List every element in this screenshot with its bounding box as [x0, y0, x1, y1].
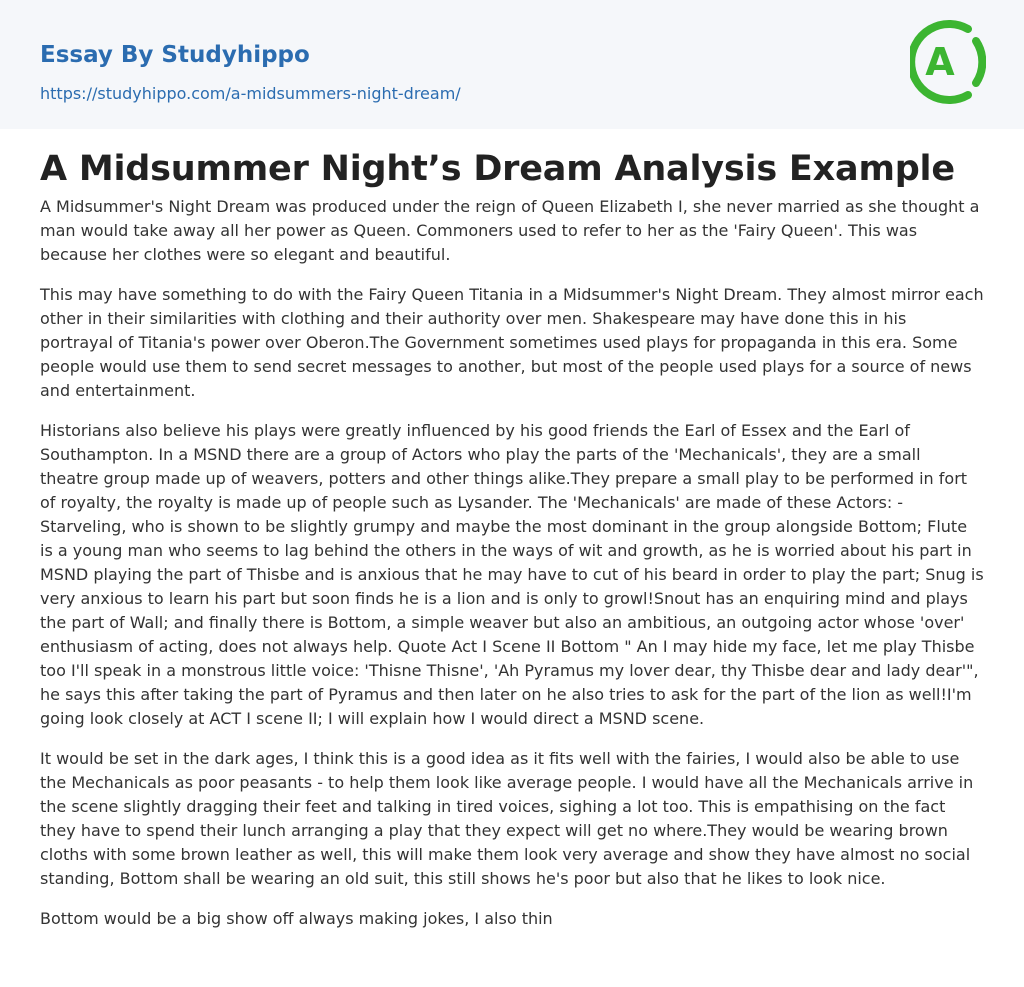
source-url-link[interactable]: https://studyhippo.com/a-midsummers-night-dream/	[40, 84, 461, 103]
brand-title[interactable]: Essay By Studyhippo	[40, 42, 310, 68]
article-paragraph-4: It would be set in the dark ages, I think this is a good idea as it fits well with the fairies, I would also be able to use the Mechanicals as poor peasants - to help them look like average people. I would have all the Mechanicals arrive in the scene slightly dragging their feet and talking in tired voices, sighing a lot too. This is empathising on the fact they have to spend their lunch arranging a play that they expect will get no where.They would be wearing brown cloths with some brown leather as well, this will make them look very average and show they have almost no social standing, Bottom shall be wearing an old suit, this still shows he's poor but also that he likes to look nice.	[40, 749, 974, 888]
article-title: A Midsummer Night’s Dream Analysis Example	[40, 149, 955, 189]
site-header	[0, 0, 1024, 129]
article	[0, 147, 1024, 931]
article-paragraph-3: Historians also believe his plays were greatly influenced by his good friends the Earl of Essex and the Earl of Southampton. In a MSND there are a group of Actors who play the parts of the 'Mechanicals', they are a small theatre group made up of weavers, potters and other things alike.They prepare a small play to be performed in fort of royalty, the royalty is made up of people such as Lysander. The 'Mechanicals' are made of these Actors: - Starveling, who is shown to be slightly grumpy and maybe the most dominant in the group alongside Bottom; Flute is a young man who seems to lag behind the others in the ways of wit and growth, as he is worried about his part in MSND playing the part of Thisbe and is anxious that he may have to cut of his beard in order to play the part; Snug is very anxious to learn his part but soon finds he is a lion and is only to growl!Snout has an enquiring mind and plays the part of Wall; and finally there is Bottom, a simple weaver but also an ambitious, an outgoing actor whose 'over' enthusiasm of acting, does not always help. Quote Act I Scene II Bottom " An I may hide my face, let me play Thisbe too I'll speak in a monstrous little voice: 'Thisne Thisne', 'Ah Pyramus my lover dear, thy Thisbe dear and lady dear'", he says this after taking the part of Pyramus and then later on he also tries to ask for the part of the lion as well!I'm going look closely at ACT I scene II; I will explain how I would direct a MSND scene.	[40, 421, 984, 728]
article-paragraph-5: Bottom would be a big show off always making jokes, I also thin	[40, 909, 553, 928]
circle-a-logo-icon[interactable]	[910, 19, 986, 105]
article-paragraph-1: A Midsummer's Night Dream was produced under the reign of Queen Elizabeth I, she never married as she thought a man would take away all her power as Queen. Commoners used to refer to her as the 'Fairy Queen'. This was because her clothes were so elegant and beautiful.	[40, 197, 980, 264]
logo-letter: A	[925, 40, 955, 84]
article-paragraph-2: This may have something to do with the Fairy Queen Titania in a Midsummer's Night Dream. They almost mirror each other in their similarities with clothing and their authority over men. Shakespeare may have done this in his portrayal of Titania's power over Oberon.The Government sometimes used plays for propaganda in this era. Some people would use them to send secret messages to another, but most of the people used plays for a source of news and entertainment.	[40, 285, 984, 400]
